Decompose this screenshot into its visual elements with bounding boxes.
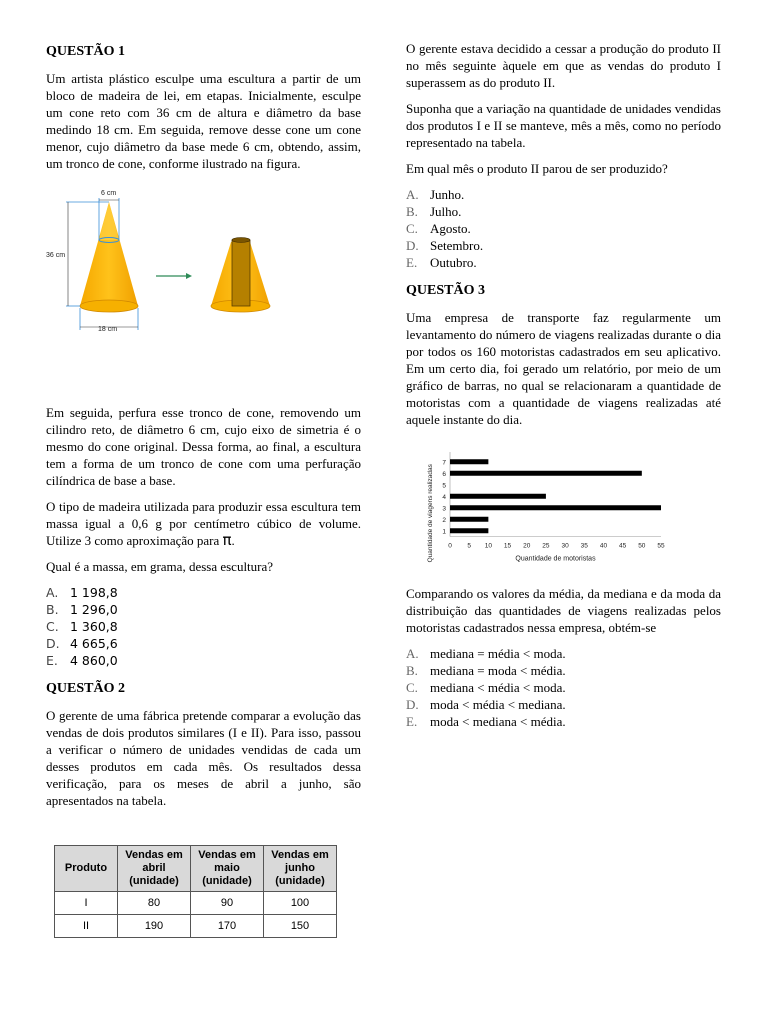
q2-paragraph-2: O gerente estava decidido a cessar a produção do produto II no mês seguinte àquele em que as vendas do produto I superassem as do produto II. [406,41,721,90]
trips-bar-chart [424,446,694,571]
x-tick-label: 20 [523,542,531,550]
q3-option-a[interactable]: A. mediana = média < moda. [406,646,566,661]
table-cell: I [55,892,118,915]
bar [450,459,488,464]
q1-option-a[interactable]: A. 1 198,8 [46,585,118,600]
full-cone [66,198,138,330]
x-axis-title: Quantidade de motoristas [515,555,596,563]
x-tick-label: 10 [484,542,492,550]
table-header: Vendas em junho (unidade) [264,846,337,892]
q3-option-b[interactable]: B. mediana = moda < média. [406,663,566,678]
q1-options [46,584,361,669]
cone-figure [46,190,361,390]
table-row [55,892,337,915]
frustum-figure [211,238,270,313]
q3-title: QUESTÃO 3 [406,283,485,298]
table-cell: 170 [191,915,264,938]
x-tick-label: 25 [542,542,550,550]
bar [450,528,488,533]
q2-option-c[interactable]: C. Agosto. [406,221,471,236]
bar [450,505,661,510]
label-6cm: 6 cm [101,190,117,197]
q2-option-e[interactable]: E. Outubro. [406,255,477,270]
left-column [46,40,361,938]
table-header-row [55,846,337,892]
bar [450,471,642,476]
q2-option-a[interactable]: A. Junho. [406,187,465,202]
q1-title: QUESTÃO 1 [46,44,125,59]
y-tick-label: 7 [442,459,446,467]
table-cell: 90 [191,892,264,915]
q1-option-c[interactable]: C. 1 360,8 [46,619,118,634]
y-tick-label: 5 [442,482,446,490]
q1-option-e[interactable]: E. 4 860,0 [46,653,118,668]
q3-paragraph-2: Comparando os valores da média, da mediana e da moda da distribuição das quantidades de viagens realizadas pelos motoristas cadastrados nessa empresa, obtém-se [406,586,721,635]
table-cell: 150 [264,915,337,938]
x-tick-label: 35 [580,542,588,550]
y-axis-title: Quantidade de viagens realizadas [427,464,434,563]
y-tick-label: 6 [442,470,446,478]
x-tick-label: 30 [561,542,569,550]
q3-option-d[interactable]: D. moda < média < mediana. [406,697,566,712]
q1-question: Qual é a massa, em grama, dessa escultura? [46,559,274,574]
table-header: Vendas em maio (unidade) [191,846,264,892]
x-tick-label: 40 [599,542,608,550]
q2-paragraph-1: O gerente de uma fábrica pretende comparar a evolução das vendas de dois produtos similares (I e II). Para isso, passou a verificar o número de unidades vendidas de cada um desses produtos em cada mês. Os resultados dessa verificação, para os meses de abril a junho, são apresentados na tabela. [46,708,361,808]
bar [450,517,488,522]
q1-paragraph-1: Um artista plástico esculpe uma escultura a partir de um bloco de madeira de lei, em etapas. Inicialmente, esculpe um cone reto com 36 cm de altura e diâmetro da base medindo 18 cm. Em seguida, remove desse cone um cone menor, cujo diâmetro da base mede 6 cm, obtendo, assim, um tronco de cone, conforme ilustrado na figura. [46,71,361,171]
q2-options [406,186,721,271]
y-tick-label: 4 [442,493,446,501]
q1-option-b[interactable]: B. 1 296,0 [46,602,118,617]
label-36cm: 36 cm [46,252,66,259]
pi-symbol: π [222,531,232,549]
q1-paragraph-3 [46,498,361,549]
x-tick-label: 15 [503,542,512,550]
table-row [55,915,337,938]
right-column [406,40,721,742]
q2-title: QUESTÃO 2 [46,681,125,696]
table-cell: 190 [118,915,191,938]
q2-option-d[interactable]: D. Setembro. [406,238,484,253]
x-tick-label: 45 [619,542,627,550]
bar [450,494,546,499]
y-tick-label: 1 [442,528,446,536]
y-tick-label: 2 [442,516,446,524]
table-header: Vendas em abril (unidade) [118,846,191,892]
q2-option-b[interactable]: B. Julho. [406,204,462,219]
x-tick-label: 5 [467,542,471,550]
q2-paragraph-3: Suponha que a variação na quantidade de unidades vendidas dos produtos I e II se manteve, mês a mês, como no período representado na tabela. [406,101,721,150]
table-cell: 80 [118,892,191,915]
x-tick-label: 0 [448,542,452,550]
label-18cm: 18 cm [98,326,118,333]
q3-options [406,645,721,730]
q3-option-e[interactable]: E. moda < mediana < média. [406,714,566,729]
x-tick-label: 55 [657,542,665,550]
table-cell: 100 [264,892,337,915]
y-tick-label: 3 [442,505,446,513]
x-tick-label: 50 [638,542,646,550]
table-cell: II [55,915,118,938]
q1-option-d[interactable]: D. 4 665,6 [46,636,118,651]
q1-p3-text: O tipo de madeira utilizada para produzir essa escultura tem massa igual a 0,6 g por centímetro cúbico de volume. Utilize 3 como aproximação para [46,499,361,548]
q3-paragraph-1: Uma empresa de transporte faz regularmente um levantamento do número de viagens realizadas durante o dia por todos os 160 motoristas cadastrados em seu aplicativo. Em um certo dia, foi gerado um relatório, por meio de um gráfico de barras, no qual se relacionaram a quantidade de motoristas com a quantidade de viagens realizadas até aquele instante do dia. [406,310,721,427]
arrow-icon [156,273,192,279]
q1-p3-end: . [231,533,235,548]
table-header: Produto [55,846,118,892]
q3-option-c[interactable]: C. mediana < média < moda. [406,680,566,695]
q2-question: Em qual mês o produto II parou de ser produzido? [406,161,668,176]
q1-paragraph-2: Em seguida, perfura esse tronco de cone, removendo um cilindro reto, de diâmetro 6 cm, cujo eixo de simetria é o mesmo do cone original. Dessa forma, ao final, a escultura tem a forma de um tronco de cone com uma perfuração cilíndrica de base a base. [46,405,361,488]
sales-table [54,845,337,938]
